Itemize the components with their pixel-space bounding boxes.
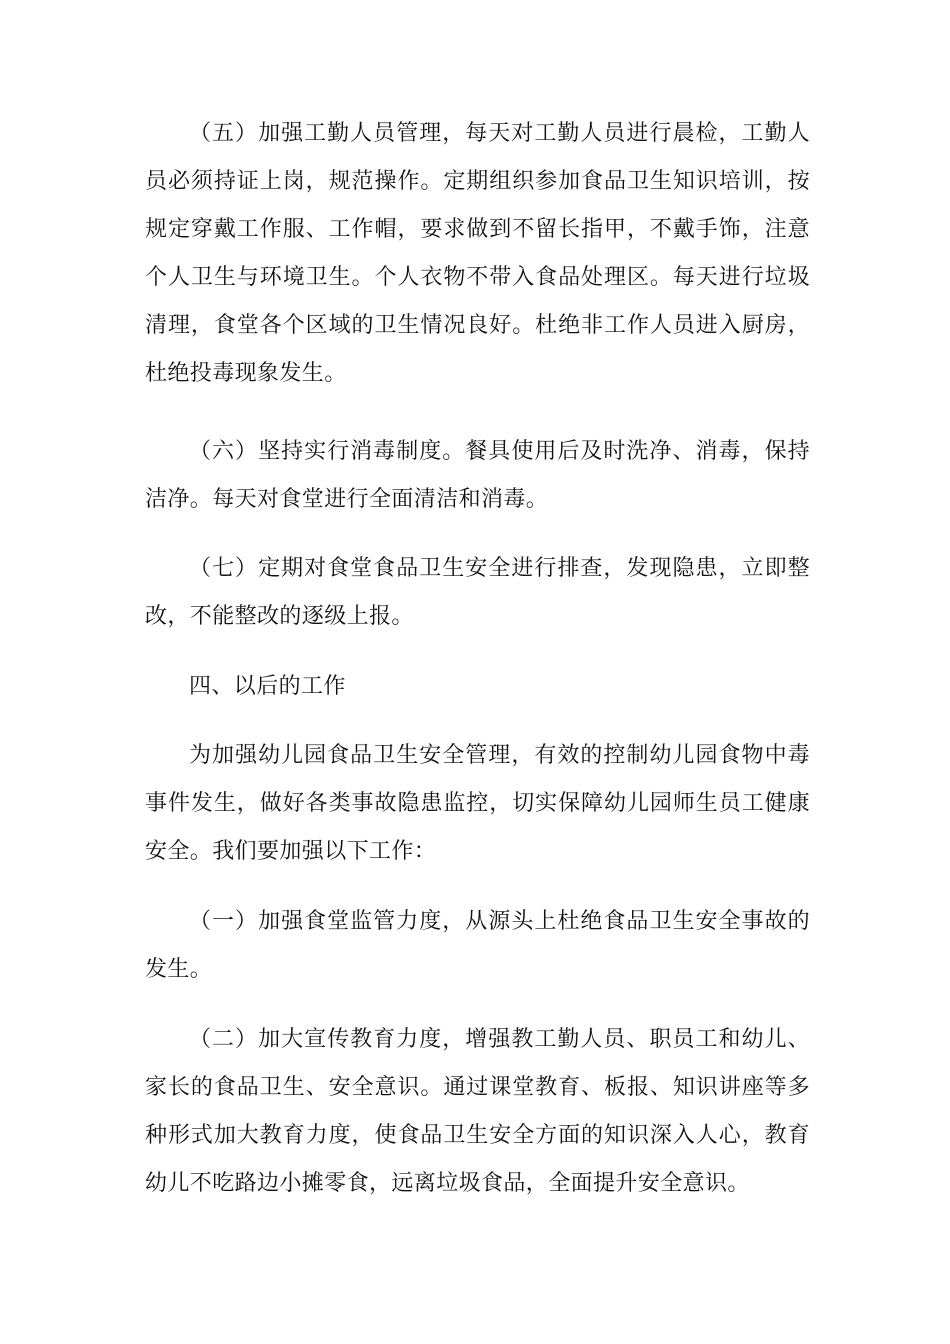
paragraph-education: （二）加大宣传教育力度，增强教工勤人员、职员工和幼儿、家长的食品卫生、安全意识。通过课堂教育、板报、知识讲座等多种形式加大教育力度，使食品卫生安全方面的知识深入人心，教育幼儿不吃路边小摊零食，远离垃圾食品，全面提升安全意识。 xyxy=(145,1027,810,1196)
paragraph-disinfection: （六）坚持实行消毒制度。餐具使用后及时洗净、消毒，保持洁净。每天对食堂进行全面清洁和消毒。 xyxy=(145,439,810,512)
paragraph-staff-management: （五）加强工勤人员管理，每天对工勤人员进行晨检，工勤人员必须持证上岗，规范操作。定期组织参加食品卫生知识培训，按规定穿戴工作服、工作帽，要求做到不留长指甲，不戴手饰，注意个人卫生与环境卫生。个人衣物不带入食品处理区。每天进行垃圾清理，食堂各个区域的卫生情况良好。杜绝非工作人员进入厨房，杜绝投毒现象发生。 xyxy=(145,121,810,386)
paragraph-supervision: （一）加强食堂监管力度，从源头上杜绝食品卫生安全事故的发生。 xyxy=(145,909,810,982)
paragraph-future-intro: 为加强幼儿园食品卫生安全管理，有效的控制幼儿园食物中毒事件发生，做好各类事故隐患监控，切实保障幼儿园师生员工健康安全。我们要加强以下工作： xyxy=(145,743,810,864)
section-heading-future-work: 四、以后的工作 xyxy=(189,674,346,699)
paragraph-inspection: （七）定期对食堂食品卫生安全进行排查，发现隐患，立即整改，不能整改的逐级上报。 xyxy=(145,556,810,629)
